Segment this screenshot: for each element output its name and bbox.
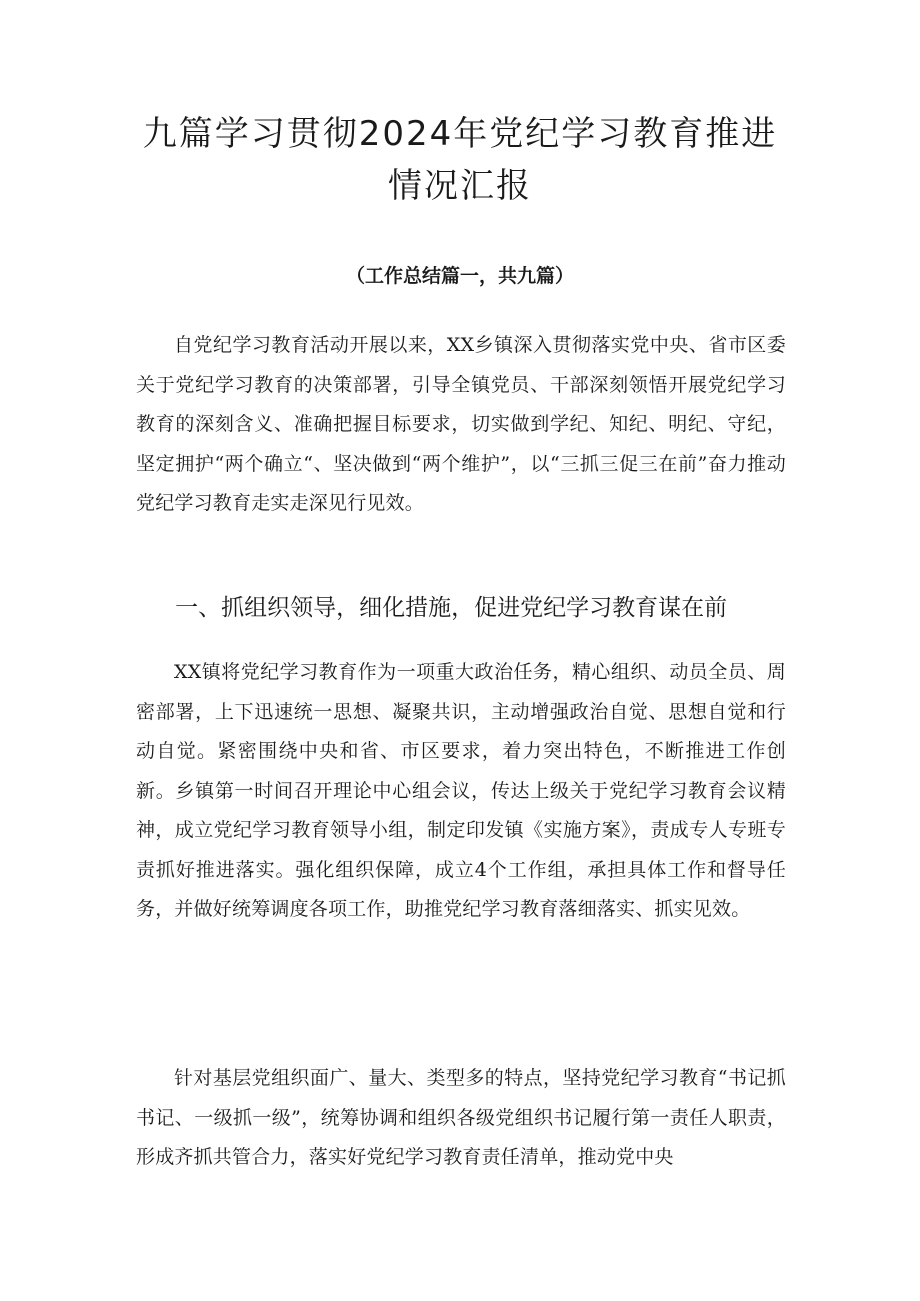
- document-subtitle: （工作总结篇一，共九篇）: [345, 265, 574, 287]
- body-paragraph-1: 自党纪学习教育活动开展以来，XX乡镇深入贯彻落实党中央、省市区委关于党纪学习教育的决策部署，引导全镇党员、干部深刻领悟开展党纪学习教育的深刻含义、准确把握目标要求，切实做到学纪、知纪、明纪、守纪，坚定拥护“两个确立“、坚决做到“两个维护”，以“三抓三促三在前”奋力推动党纪学习教育走实走深见行见效。: [136, 334, 786, 514]
- document-title: 九篇学习贯彻2024年党纪学习教育推进情况汇报: [142, 114, 778, 206]
- body-paragraph-2: XX镇将党纪学习教育作为一项重大政治任务，精心组织、动员全员、周密部署，上下迅速统一思想、凝聚共识，主动增强政治自觉、思想自觉和行动自觉。紧密围绕中央和省、市区要求，着力突出特色，不断推进工作创新。乡镇第一时间召开理论中心组会议，传达上级关于党纪学习教育会议精神，成立党纪学习教育领导小组，制定印发镇《实施方案》，责成专人专班专责抓好推进落实。强化组织保障，成立4个工作组，承担具体工作和督导任务，并做好统筹调度各项工作，助推党纪学习教育落细落实、抓实见效。: [136, 661, 786, 920]
- body-paragraph-3: 针对基层党组织面广、量大、类型多的特点，坚持党纪学习教育“书记抓书记、一级抓一级”，统筹协调和组织各级党组织书记履行第一责任人职责，形成齐抓共管合力，落实好党纪学习教育责任清单，推动党中央: [136, 1067, 786, 1168]
- section-heading-1: 一、抓组织领导，细化措施，促进党纪学习教育谋在前: [175, 595, 728, 621]
